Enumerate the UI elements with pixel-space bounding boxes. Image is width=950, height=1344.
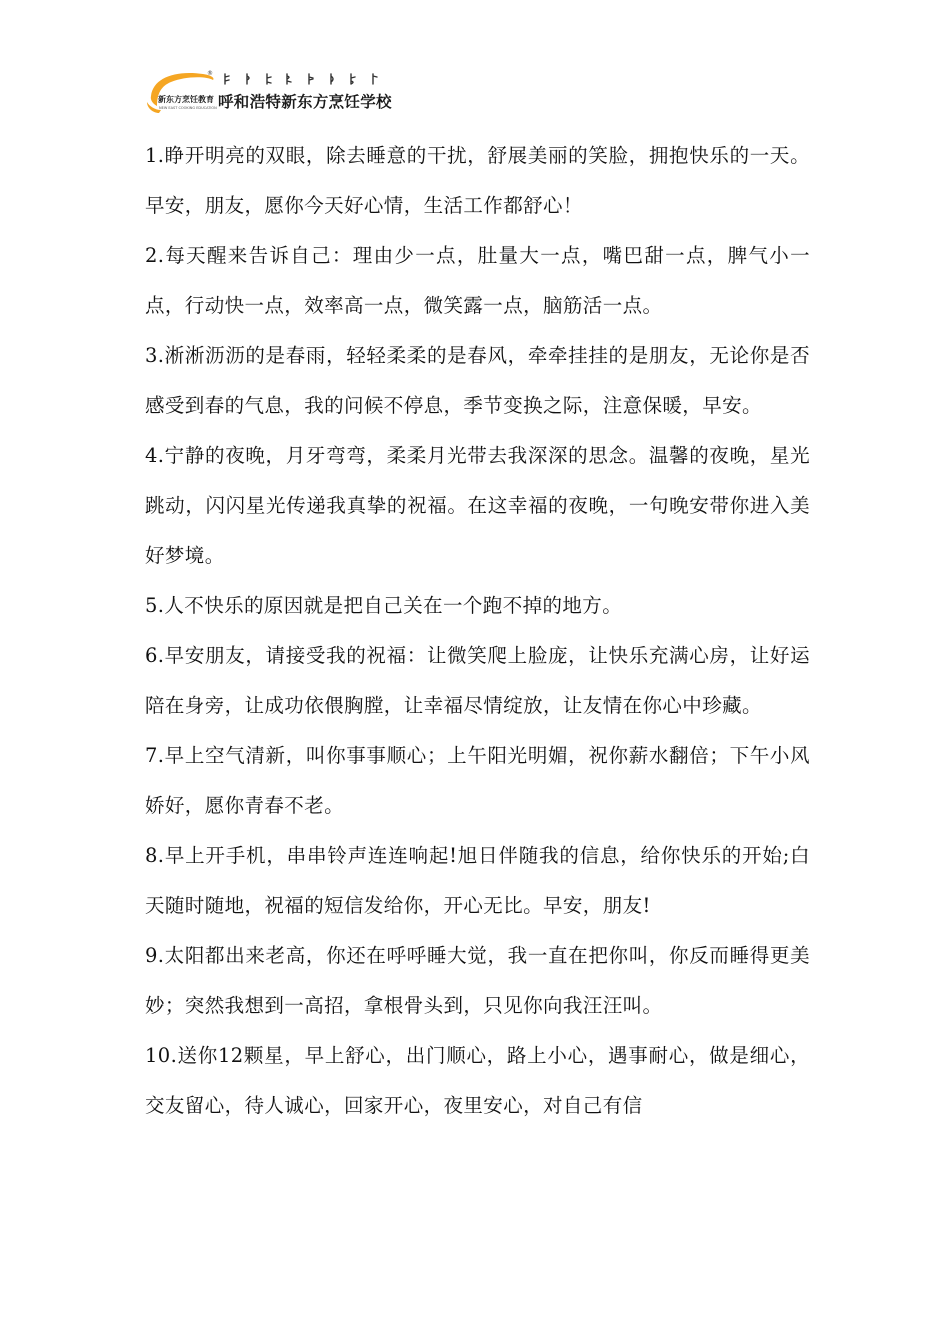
paragraph-10: 10.送你12颗星，早上舒心，出门顺心，路上小心，遇事耐心，做是细心，交友留心，待人诚心，回家开心，夜里安心，对自己有信 [145, 1044, 810, 1117]
paragraph-5: 5.人不快乐的原因就是把自己关在一个跑不掉的地方。 [145, 594, 623, 617]
mongolian-script-icon [221, 72, 396, 86]
logo-tiny-text: NEW EAST COOKING EDUCATION [159, 106, 217, 110]
school-name: 呼和浩特新东方烹饪学校 [218, 93, 392, 111]
paragraph-8: 8.早上开手机，串串铃声连连响起!旭日伴随我的信息，给你快乐的开始;白天随时随地，祝福的短信发给你，开心无比。早安，朋友! [145, 844, 810, 917]
document-body [145, 131, 810, 1131]
paragraph-7: 7.早上空气清新，叫你事事顺心；上午阳光明媚，祝你薪水翻倍；下午小风娇好，愿你青春不老。 [145, 744, 810, 817]
paragraph-9: 9.太阳都出来老高，你还在呼呼睡大觉，我一直在把你叫，你反而睡得更美妙；突然我想到一高招，拿根骨头到，只见你向我汪汪叫。 [145, 944, 810, 1017]
paragraph-3: 3.淅淅沥沥的是春雨，轻轻柔柔的是春风，牵牵挂挂的是朋友，无论你是否感受到春的气息，我的问候不停息，季节变换之际，注意保暖，早安。 [145, 344, 810, 417]
paragraph-6: 6.早安朋友，请接受我的祝福：让微笑爬上脸庞，让快乐充满心房，让好运陪在身旁，让成功依偎胸膛，让幸福尽情绽放，让友情在你心中珍藏。 [145, 644, 810, 717]
paragraph-4: 4.宁静的夜晚，月牙弯弯，柔柔月光带去我深深的思念。温馨的夜晚，星光跳动，闪闪星光传递我真挚的祝福。在这幸福的夜晚，一句晚安带你进入美好梦境。 [145, 444, 810, 567]
registered-mark: ® [207, 70, 213, 77]
paragraph-1: 1.睁开明亮的双眼，除去睡意的干扰，舒展美丽的笑脸，拥抱快乐的一天。早安，朋友，愿你今天好心情，生活工作都舒心！ [145, 144, 810, 217]
paragraph-2: 2.每天醒来告诉自己：理由少一点，肚量大一点，嘴巴甜一点，脾气小一点，行动快一点，效率高一点，微笑露一点，脑筋活一点。 [145, 244, 810, 317]
logo-text: 新东方烹饪教育 [158, 95, 214, 104]
page-header [145, 66, 565, 116]
